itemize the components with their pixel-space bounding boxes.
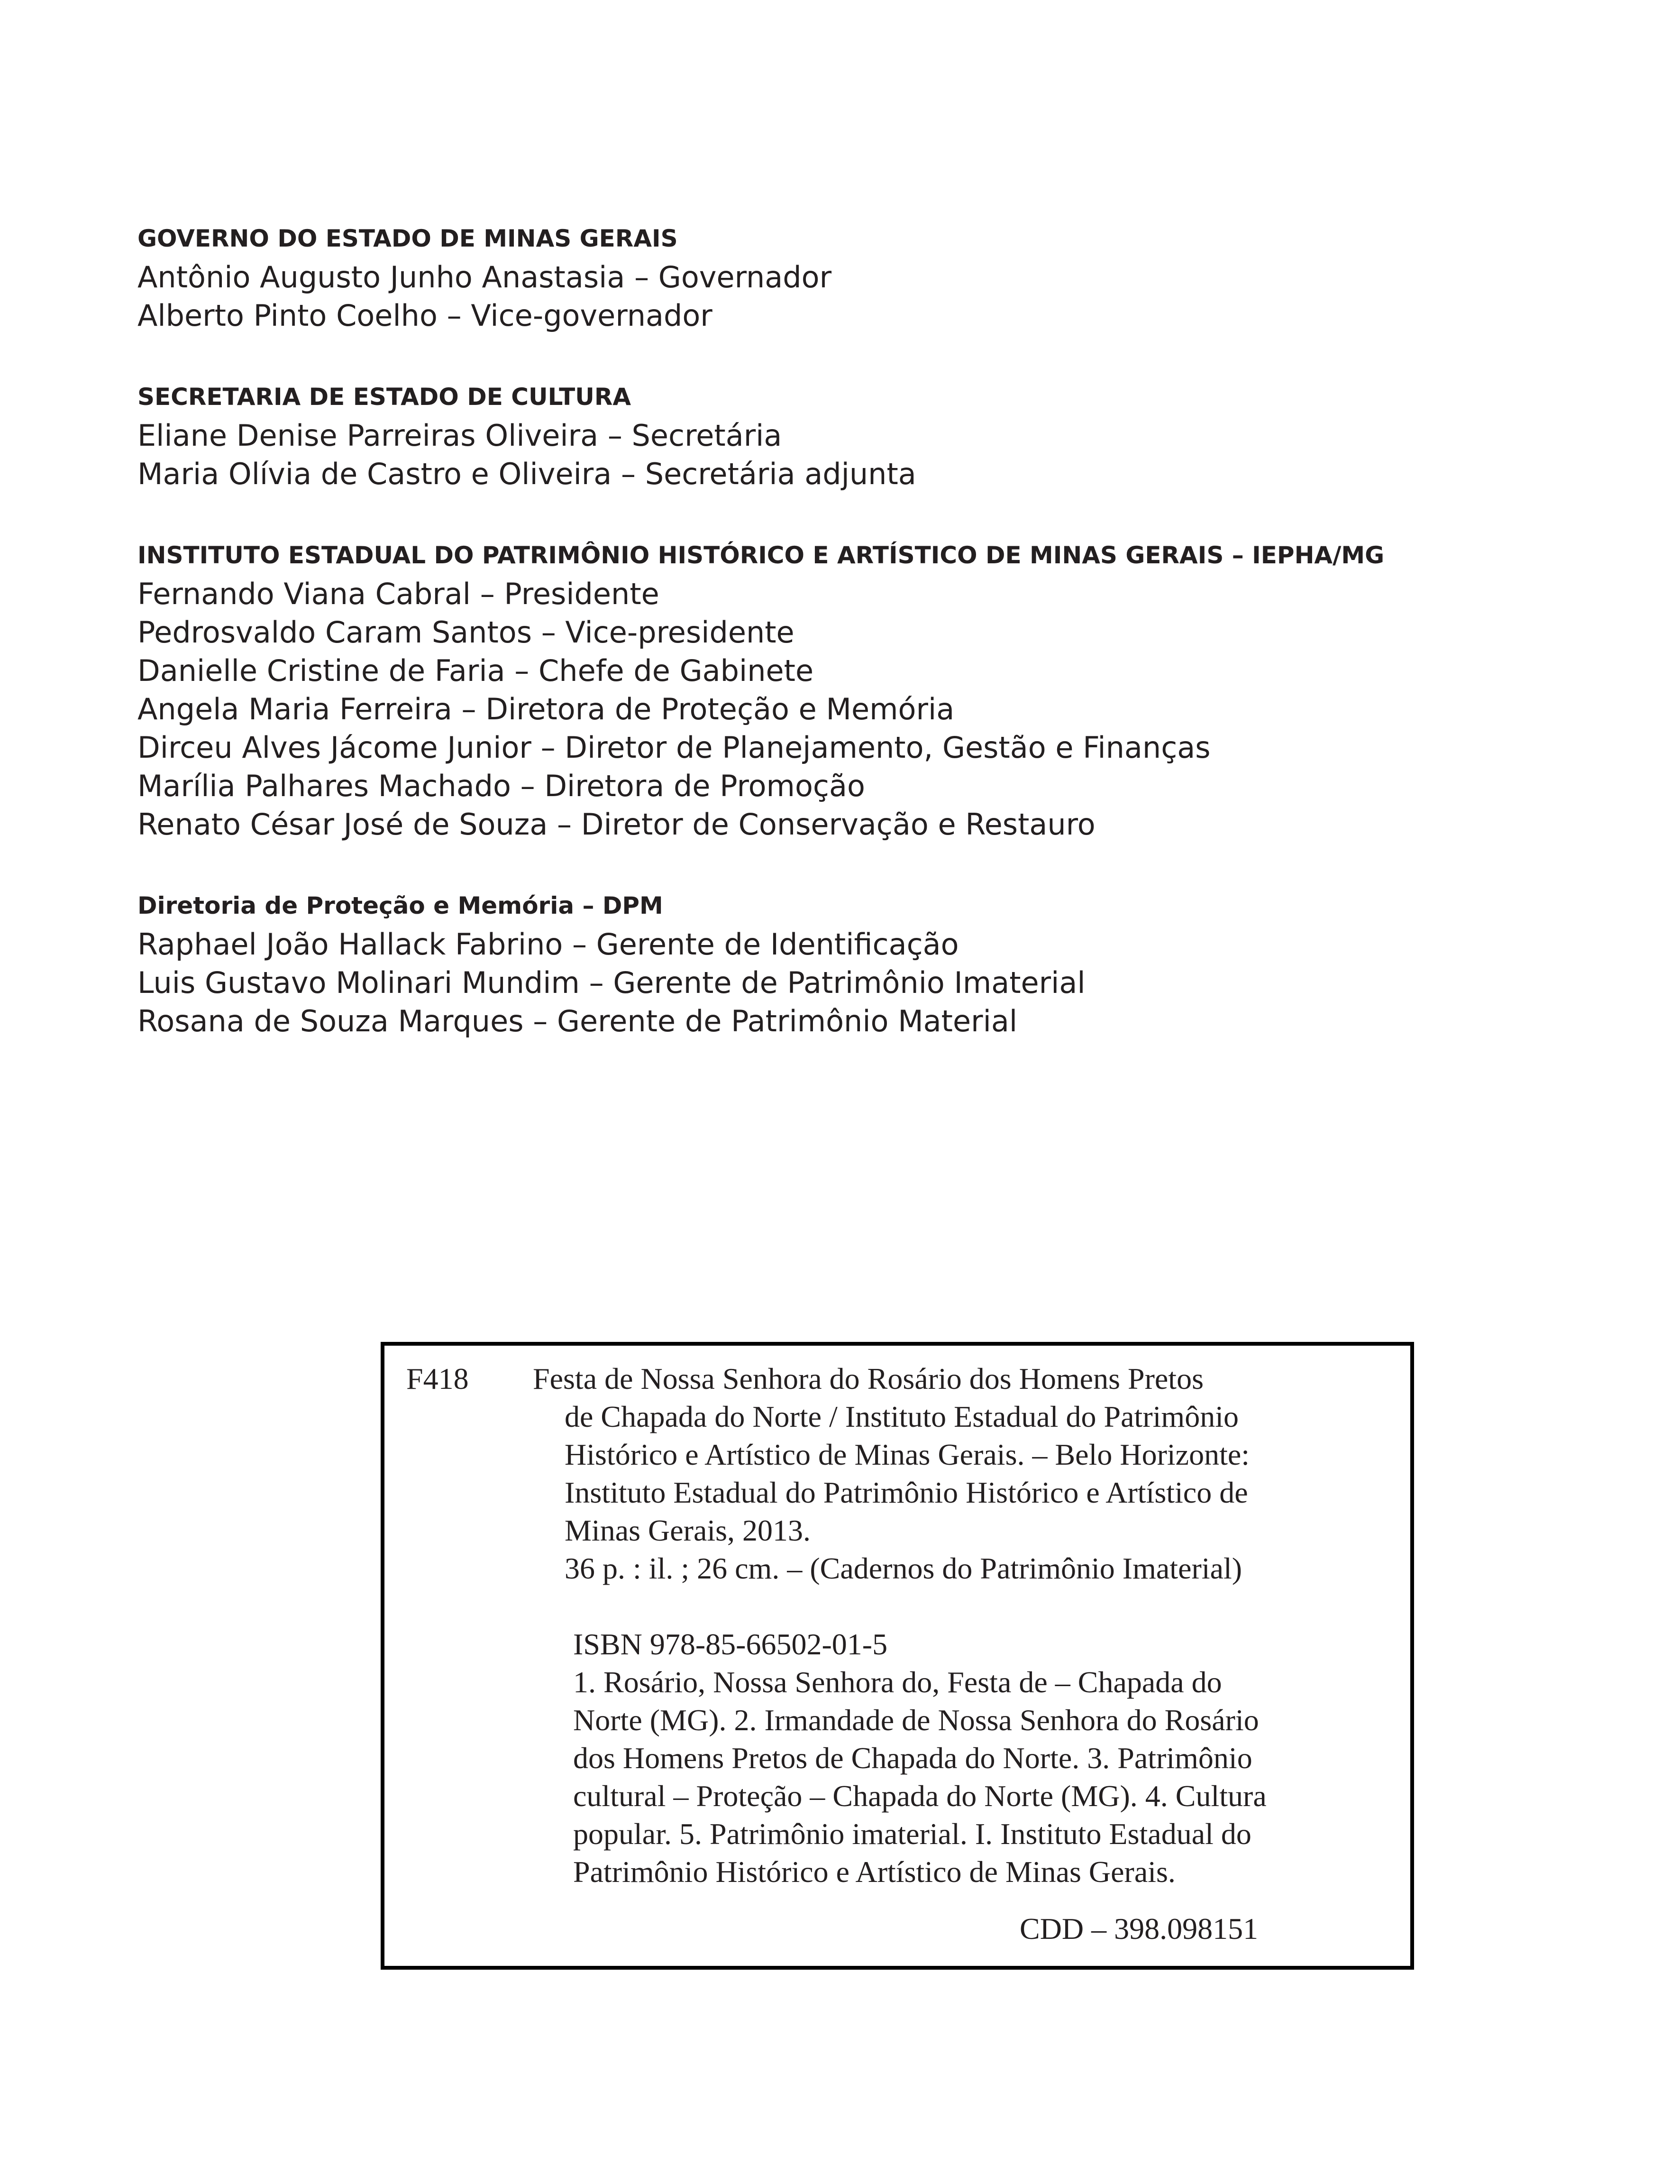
credit-line: Angela Maria Ferreira – Diretora de Proteção e Memória xyxy=(137,692,955,726)
call-number: F418 xyxy=(406,1362,469,1395)
credit-line: Danielle Cristine de Faria – Chefe de Gabinete xyxy=(137,653,814,688)
catalog-line: de Chapada do Norte / Instituto Estadual do Patrimônio xyxy=(565,1400,1239,1433)
credit-line: Alberto Pinto Coelho – Vice-governador xyxy=(137,298,712,333)
catalog-line: dos Homens Pretos de Chapada do Norte. 3. Patrimônio xyxy=(573,1741,1252,1775)
credit-line: Raphael João Hallack Fabrino – Gerente de Identificação xyxy=(137,927,959,962)
credit-line: Luis Gustavo Molinari Mundim – Gerente de Patrimônio Imaterial xyxy=(137,965,1086,1000)
catalog-cdd: CDD – 398.098151 xyxy=(1020,1912,1259,1945)
catalog-line: Patrimônio Histórico e Artístico de Minas Gerais. xyxy=(573,1855,1176,1889)
credit-line: Fernando Viana Cabral – Presidente xyxy=(137,577,659,611)
catalog-line: popular. 5. Patrimônio imaterial. I. Instituto Estadual do xyxy=(573,1817,1251,1851)
credits-block xyxy=(137,219,1560,1083)
credit-line: Antônio Augusto Junho Anastasia – Governador xyxy=(137,260,832,294)
catalog-line: Instituto Estadual do Patrimônio Histórico e Artístico de xyxy=(565,1476,1248,1509)
credit-line: Eliane Denise Parreiras Oliveira – Secretária xyxy=(137,418,782,453)
section-title: SECRETARIA DE ESTADO DE CULTURA xyxy=(137,383,631,411)
catalog-physical-description: 36 p. : il. ; 26 cm. – (Cadernos do Patrimônio Imaterial) xyxy=(565,1551,1242,1585)
catalog-title-continuation xyxy=(565,1398,1250,1550)
catalog-line: Minas Gerais, 2013. xyxy=(565,1514,811,1547)
credit-line: Marília Palhares Machado – Diretora de Promoção xyxy=(137,769,865,803)
catalog-line: Histórico e Artístico de Minas Gerais. – Belo Horizonte: xyxy=(565,1438,1250,1471)
catalog-isbn: ISBN 978-85-66502-01-5 xyxy=(573,1627,888,1661)
credits-section-secretaria xyxy=(137,377,1560,493)
catalog-subjects xyxy=(573,1663,1267,1891)
catalog-title-first-line: Festa de Nossa Senhora do Rosário dos Homens Pretos xyxy=(533,1362,1204,1395)
credit-line: Maria Olívia de Castro e Oliveira – Secretária adjunta xyxy=(137,457,916,491)
section-title: GOVERNO DO ESTADO DE MINAS GERAIS xyxy=(137,225,678,252)
credits-section-iepha xyxy=(137,536,1560,844)
credits-section-governo xyxy=(137,219,1560,335)
section-title: Diretoria de Proteção e Memória – DPM xyxy=(137,892,663,919)
credits-section-dpm xyxy=(137,886,1560,1040)
catalog-line: 1. Rosário, Nossa Senhora do, Festa de – Chapada do xyxy=(573,1665,1222,1699)
credit-line: Pedrosvaldo Caram Santos – Vice-presidente xyxy=(137,615,794,650)
catalog-line: cultural – Proteção – Chapada do Norte (MG). 4. Cultura xyxy=(573,1779,1267,1813)
section-title: INSTITUTO ESTADUAL DO PATRIMÔNIO HISTÓRICO E ARTÍSTICO DE MINAS GERAIS – IEPHA/MG xyxy=(137,541,1385,569)
cataloging-record-box xyxy=(381,1342,1414,1970)
credit-line: Rosana de Souza Marques – Gerente de Patrimônio Material xyxy=(137,1004,1018,1038)
catalog-line: Norte (MG). 2. Irmandade de Nossa Senhora do Rosário xyxy=(573,1703,1259,1737)
credit-line: Dirceu Alves Jácome Junior – Diretor de Planejamento, Gestão e Finanças xyxy=(137,730,1211,765)
credit-line: Renato César José de Souza – Diretor de Conservação e Restauro xyxy=(137,807,1096,842)
